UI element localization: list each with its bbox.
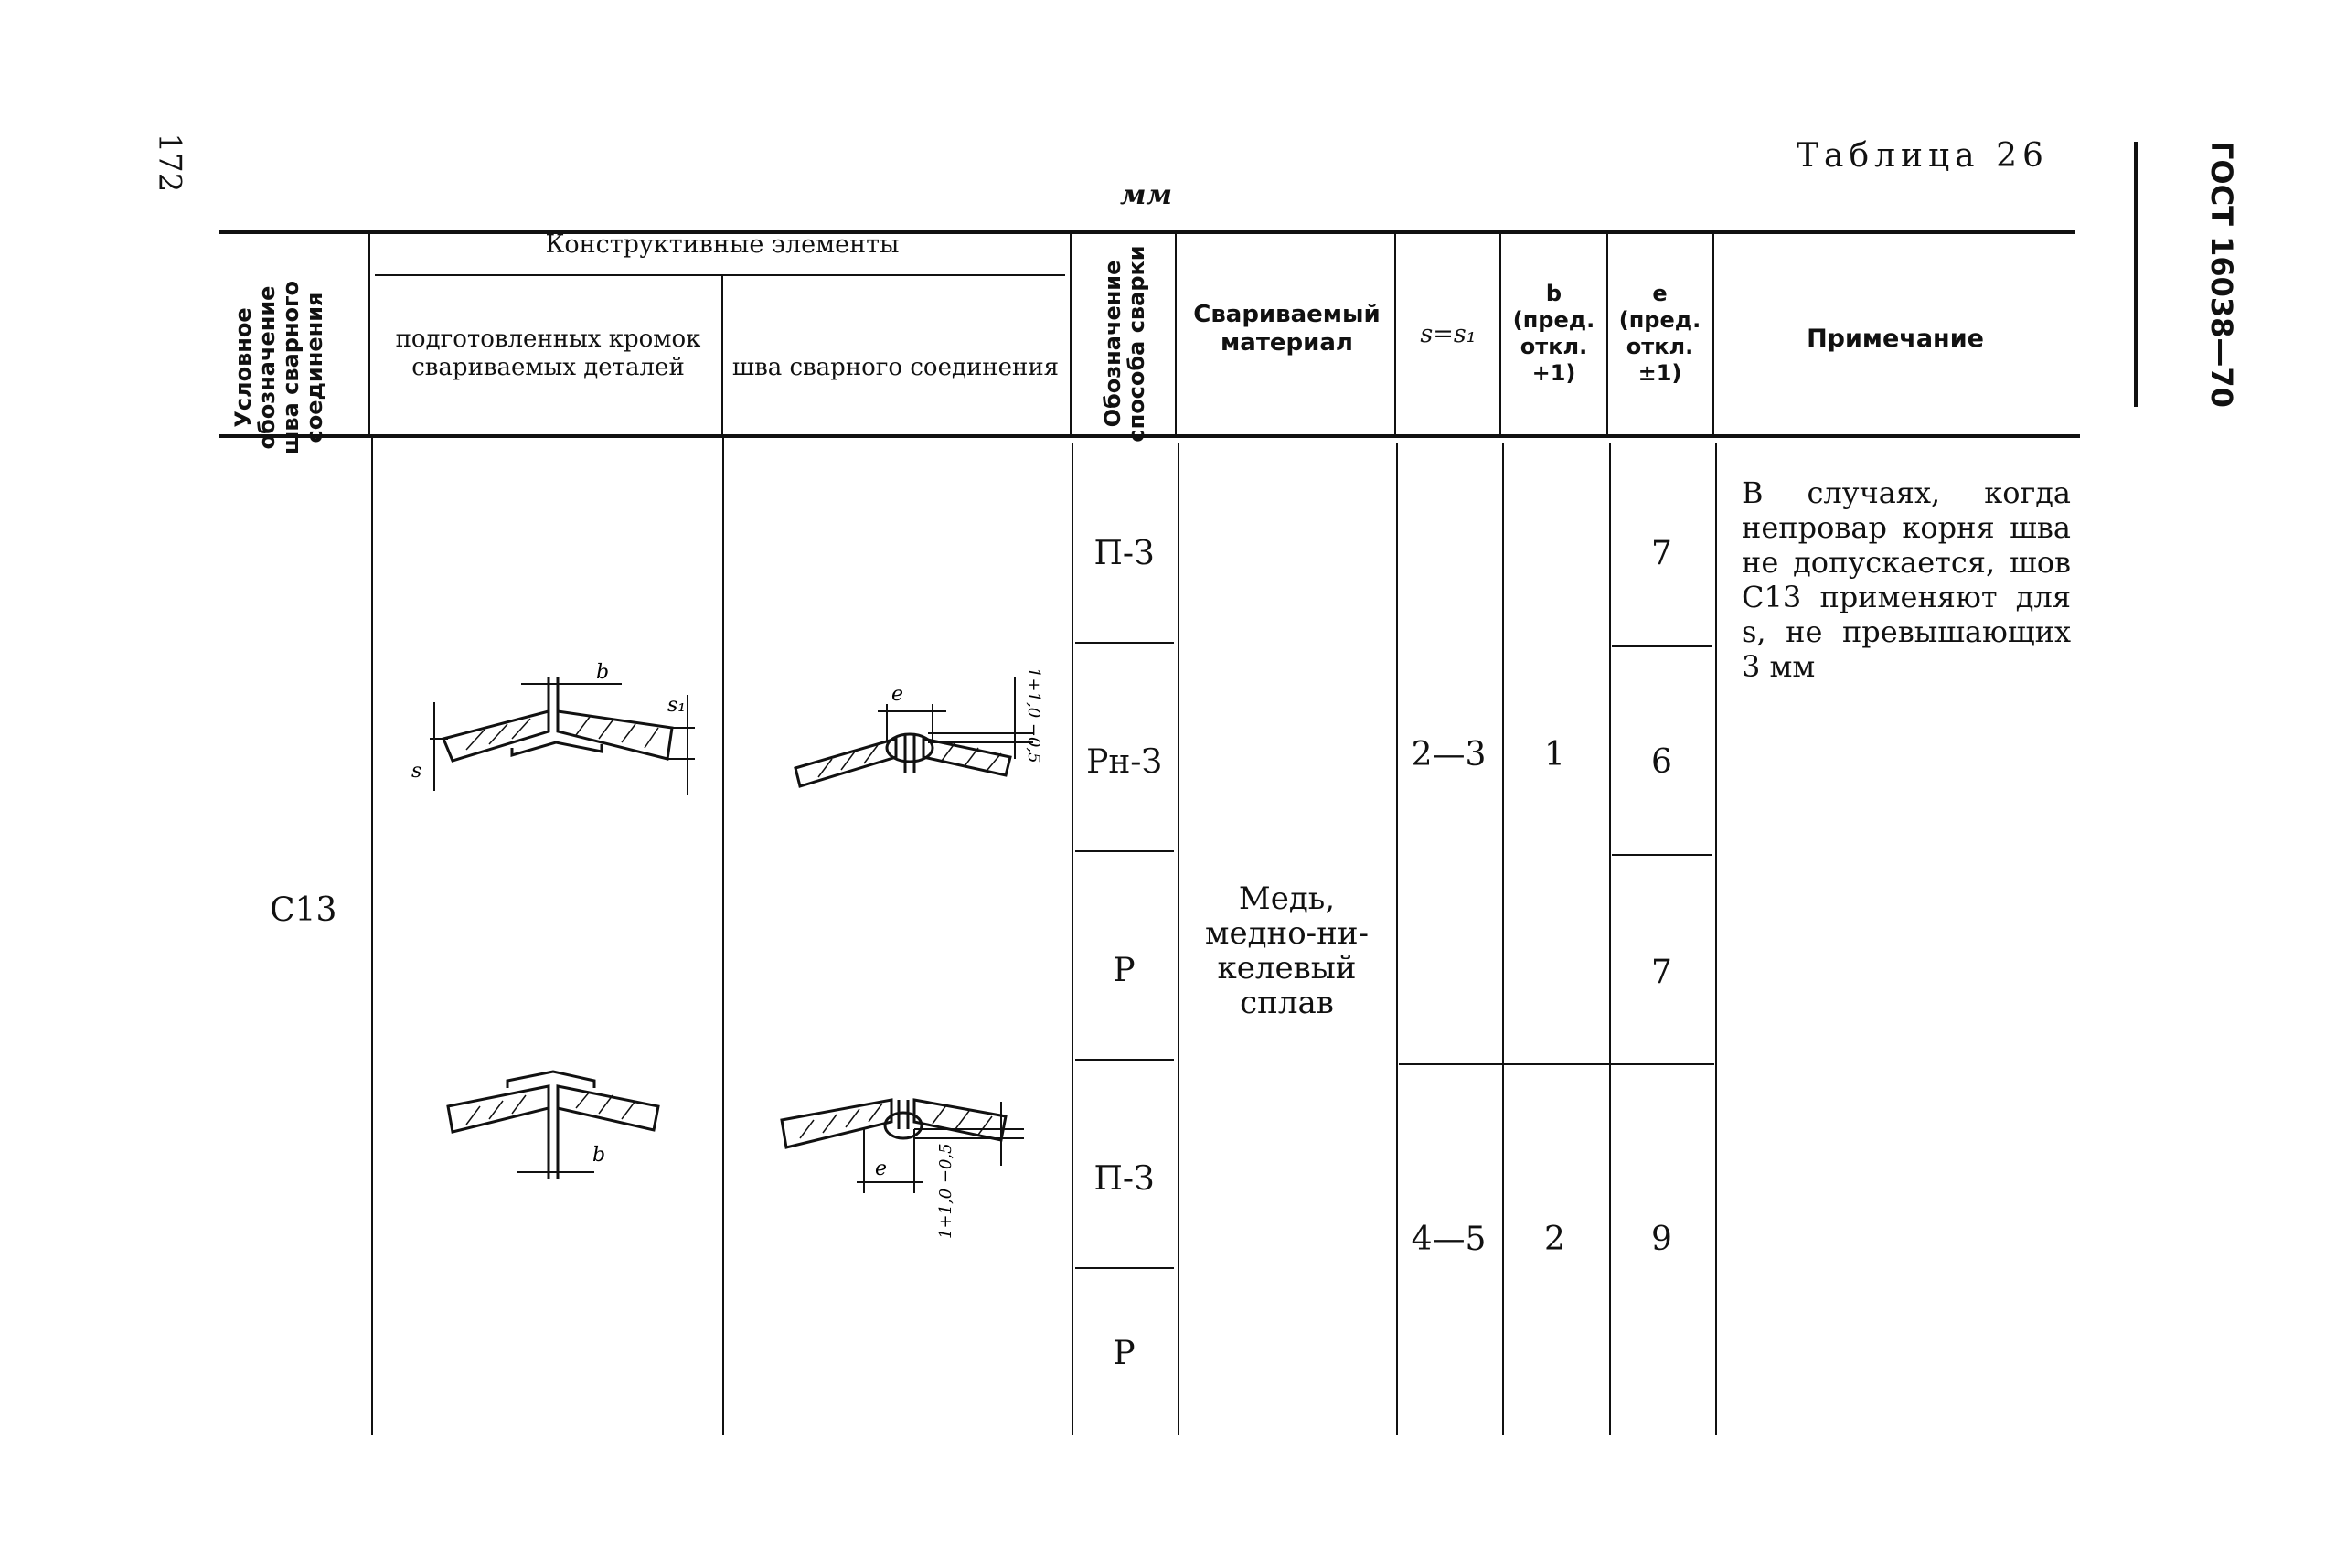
vline-4 [1175,232,1177,434]
side-header-rule [2134,142,2138,407]
header-method: Обозначение способа сварки [1100,245,1149,443]
vline-2 [721,276,723,434]
method-5: Р [1113,1334,1136,1372]
vline-5 [1394,232,1396,434]
drawing-weld-seam-top [777,640,1070,823]
drawing-weld-seam-bottom [773,1074,1065,1257]
material-cell: Медь, медно-ни-келевый сплав [1205,880,1369,1021]
header-prepared-edges: подготовленных кромок свариваемых деталей [395,325,701,381]
method-rule-4 [1075,1267,1174,1269]
side-header: ГОСТ 16038—70 [2204,141,2239,408]
page-number: 172 [151,133,188,193]
vline-body-1 [371,437,373,1435]
s-value-2: 4—5 [1411,1220,1487,1258]
s-value-1: 2—3 [1411,735,1487,773]
method-3: Р [1113,951,1136,989]
e-value-1: 7 [1651,534,1672,572]
method-rule-3 [1075,1059,1174,1061]
e-value-4: 9 [1651,1220,1672,1258]
vline-1 [368,232,370,434]
dim-b-top: b [596,661,610,684]
dim-tolerance-top: 1+1,0 −0,5 [1024,667,1043,763]
dim-tolerance-bottom: 1+1,0 −0,5 [936,1143,955,1239]
vline-body-2 [722,437,724,1435]
method-4: П-З [1093,1159,1155,1198]
drawing-prepared-edges-top [393,640,704,823]
note-text: В случаях, когда непровар корня шва не допускается, шов С13 применяют для s, не превышающих 3 мм [1742,475,2071,684]
header-b: b (пред. откл. +1) [1512,281,1595,386]
dim-s1: s₁ [667,694,687,717]
svalues-rule [1399,1063,1714,1065]
b-value-1: 1 [1544,735,1565,773]
dim-s: s [411,760,422,783]
table-title: Таблица 26 [1797,137,2049,175]
b-value-2: 2 [1544,1220,1565,1258]
header-bottom-rule [219,434,2080,438]
header-s: s=s₁ [1420,319,1477,348]
vline-3 [1070,232,1072,434]
vline-body-8 [1715,443,1717,1435]
header-designation: Условное обозначение шва сварного соединения [230,280,327,455]
e-value-2: 6 [1651,742,1672,781]
header-material: Свариваемый материал [1193,301,1381,357]
vline-8 [1712,232,1714,434]
header-weld-seam: шва сварного соединения [731,353,1060,381]
dim-b-bottom: b [592,1144,606,1167]
header-constructive-elements: Конструктивные элементы [545,230,900,259]
method-2: Рн-З [1086,742,1162,781]
header-e: e (пред. откл. ±1) [1618,281,1701,386]
dim-e-bottom: e [875,1157,888,1180]
vline-6 [1499,232,1501,434]
e-rule-2 [1612,854,1712,856]
e-rule-1 [1612,645,1712,647]
method-rule-1 [1075,642,1174,644]
drawing-prepared-edges-bottom [430,1061,704,1207]
method-rule-2 [1075,850,1174,852]
method-1: П-З [1093,534,1155,572]
dim-e-top: e [891,683,904,706]
header-note: Примечание [1807,324,1984,353]
vline-body-6 [1502,443,1504,1435]
vline-body-4 [1178,443,1179,1435]
e-value-3: 7 [1651,953,1672,991]
units-caption: мм [1120,179,1173,211]
weld-designation: С13 [270,891,337,929]
constructive-divider [375,274,1065,276]
vline-body-5 [1396,443,1398,1435]
